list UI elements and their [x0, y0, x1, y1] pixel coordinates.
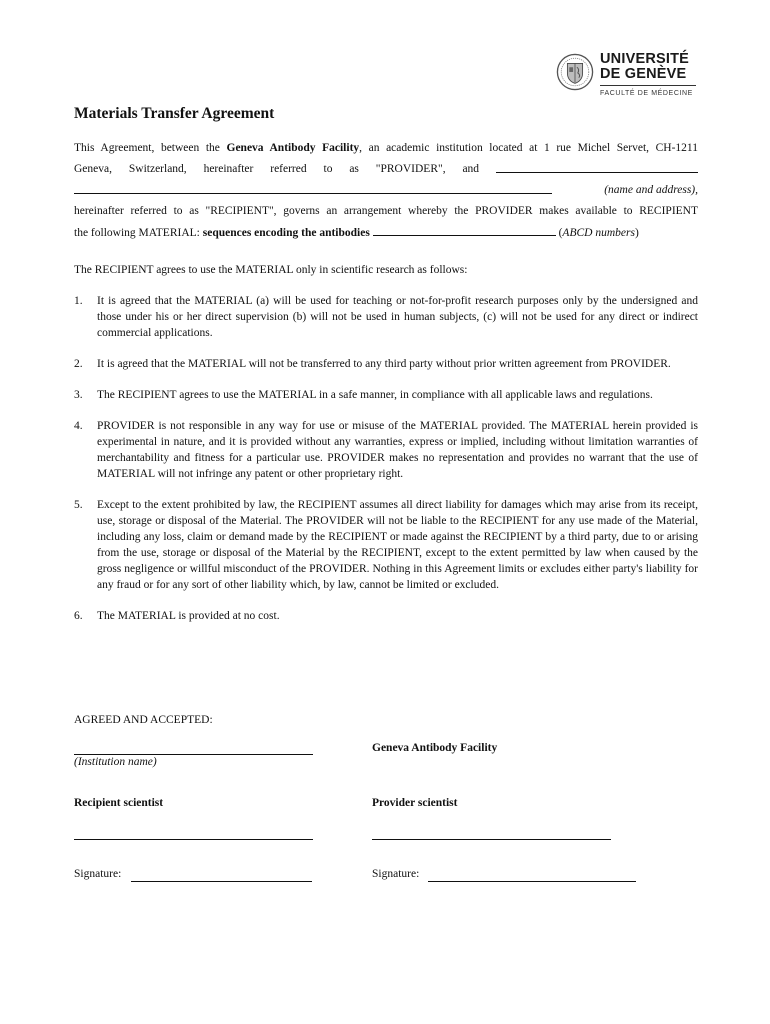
intro-line-4: hereinafter referred to as "RECIPIENT", governs an arrangement whereby the PROVIDER makes available to RECIPIENT: [74, 205, 698, 217]
name-address-hint: (name and address),: [604, 184, 698, 196]
document-title: Materials Transfer Agreement: [74, 105, 275, 122]
clause-2: 2. It is agreed that the MATERIAL will not be transferred to any third party without prior written agreement from PROVIDER.: [74, 358, 671, 370]
provider-institution-name: Geneva Antibody Facility: [372, 742, 498, 754]
institution-name-line[interactable]: [74, 754, 313, 755]
provider-name: Geneva Antibody Facility: [226, 142, 360, 154]
university-seal-icon: [556, 53, 594, 91]
abcd-numbers-hint: ABCD numbers: [562, 227, 635, 239]
clause-3: 3. The RECIPIENT agrees to use the MATERIAL in a safe manner, in compliance with all applicable laws and regulations.: [74, 389, 653, 401]
intro-line-5: the following MATERIAL: sequences encoding the antibodies (ABCD numbers): [74, 224, 698, 241]
provider-signature-line[interactable]: [428, 881, 636, 882]
intro-section: [74, 140, 698, 246]
intro-line-1: This Agreement, between the Geneva Antibody Facility, an academic institution located at 1 rue Michel Servet, CH-1211: [74, 142, 698, 154]
provider-scientist-name-line[interactable]: [372, 839, 611, 840]
university-logo: [554, 50, 699, 102]
recipient-address-field[interactable]: [74, 182, 552, 194]
provider-scientist-label: Provider scientist: [372, 797, 458, 809]
recipient-scientist-name-line[interactable]: [74, 839, 313, 840]
logo-divider: [600, 85, 696, 86]
clause-5: 5. Except to the extent prohibited by law, the RECIPIENT assumes all direct liability for damages which may arise from its receipt, use, storage or disposal of the Material. The PROVIDER will not be liable to the RECIPIENT for any use made of the Material, including any loss, claim or demand made by the RECIPIENT or made against the RECIPIENT by a third party, due to or arising from the use, storage or disposal of the Material by the RECIPIENT, except to the extent permitted by law when caused by the gross negligence or willful misconduct of the PROVIDER. Nothing in this Agreement limits or excludes either party's liability for any fraud or for any sort of other liability which, by law, cannot be limited or excluded.: [74, 499, 698, 591]
antibody-numbers-field[interactable]: [373, 224, 556, 236]
material-description: sequences encoding the antibodies: [202, 227, 370, 239]
recipient-name-field[interactable]: [496, 161, 698, 173]
clause-list: [74, 293, 698, 624]
institution-name-hint: (Institution name): [74, 756, 157, 768]
university-name-line2: DE GENÈVE: [600, 66, 687, 82]
intro-line-3: [74, 182, 698, 198]
clause-6: 6. The MATERIAL is provided at no cost.: [74, 610, 280, 622]
intro-line-2: Geneva, Switzerland, hereinafter referred to as "PROVIDER", and: [74, 161, 698, 177]
university-name-line1: UNIVERSITÉ: [600, 51, 690, 67]
agreed-accepted-heading: AGREED AND ACCEPTED:: [74, 714, 213, 726]
university-name: [600, 52, 689, 82]
clause-1: 1. It is agreed that the MATERIAL (a) will be used for teaching or not-for-profit research purposes only by the undersigned and those under his or her direct supervision (b) will not be used in human subjects, (c) will not be used for any direct or indirect commercial applications.: [74, 295, 698, 339]
provider-signature-label: Signature:: [372, 868, 420, 880]
recipient-signature-line[interactable]: [131, 881, 312, 882]
recipient-scientist-label: Recipient scientist: [74, 797, 164, 809]
faculty-name: FACULTÉ DE MÉDECINE: [600, 90, 693, 97]
scope-statement: The RECIPIENT agrees to use the MATERIAL only in scientific research as follows:: [74, 264, 468, 276]
clause-4: 4. PROVIDER is not responsible in any way for use or misuse of the MATERIAL provided. The MATERIAL herein provided is experimental in nature, and it is provided without any warranties, express or implied, including without limitation warranties of merchantability and fitness for a particular use. PROVIDER makes no representation and provides no warrant that the use of MATERIAL will not infringe any patent or other proprietary right.: [74, 420, 698, 480]
recipient-signature-label: Signature:: [74, 868, 122, 880]
